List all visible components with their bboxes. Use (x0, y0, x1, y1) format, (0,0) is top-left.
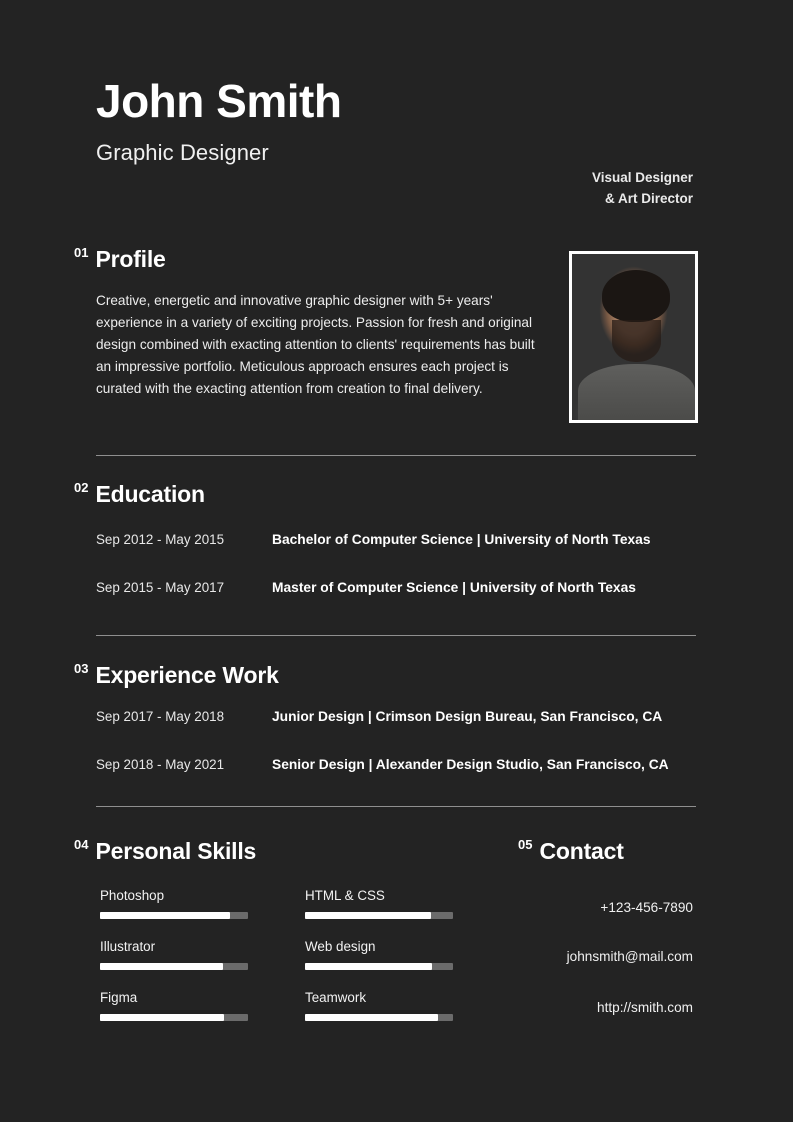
skill-bar-track (100, 963, 248, 970)
skill-bar-fill (305, 1014, 438, 1021)
skill-bar-track (100, 912, 248, 919)
section-title: Experience Work (95, 662, 279, 688)
section-header-profile (74, 246, 166, 273)
skill-label: Web design (305, 939, 376, 954)
portrait-photo (572, 254, 695, 420)
portrait-beard (612, 320, 661, 362)
skill-item (305, 990, 453, 1021)
skill-item (100, 888, 248, 919)
skill-bar-track (100, 1014, 248, 1021)
skill-item (305, 939, 453, 970)
section-number: 05 (518, 837, 533, 852)
skill-item (100, 939, 248, 970)
skill-label: Illustrator (100, 939, 156, 954)
section-number: 01 (74, 245, 89, 260)
education-desc: Bachelor of Computer Science | University of North Texas (272, 532, 651, 547)
avatar (569, 251, 698, 423)
tagline-line-2: & Art Director (604, 190, 693, 206)
contact-phone[interactable]: +123-456-7890 (600, 900, 693, 915)
skill-bar-fill (305, 912, 431, 919)
section-title: Profile (95, 246, 166, 272)
portrait-hair (602, 270, 670, 322)
education-row (96, 532, 651, 547)
education-date: Sep 2015 - May 2017 (96, 580, 225, 595)
skill-bar-track (305, 912, 453, 919)
contact-website[interactable]: http://smith.com (597, 1000, 693, 1015)
divider-2 (96, 635, 696, 636)
experience-date: Sep 2017 - May 2018 (96, 709, 225, 724)
skill-bar-track (305, 963, 453, 970)
header (96, 75, 696, 166)
education-date: Sep 2012 - May 2015 (96, 532, 225, 547)
portrait-shoulders (578, 364, 695, 420)
divider-1 (96, 455, 696, 456)
experience-desc: Senior Design | Alexander Design Studio, San Francisco, CA (272, 757, 669, 772)
divider-3 (96, 806, 696, 807)
education-desc: Master of Computer Science | University of North Texas (272, 580, 636, 595)
section-title: Contact (539, 838, 624, 864)
skill-bar-fill (100, 963, 223, 970)
skill-bar-fill (305, 963, 432, 970)
experience-date: Sep 2018 - May 2021 (96, 757, 225, 772)
section-number: 02 (74, 480, 89, 495)
section-header-skills (74, 838, 256, 865)
section-header-contact (518, 838, 624, 865)
section-header-education (74, 481, 205, 508)
page-title: John Smith (96, 75, 342, 127)
skill-label: Teamwork (305, 990, 367, 1005)
profile-text: Creative, energetic and innovative graphic designer with 5+ years' experience in a variety of exciting projects. Passion for fresh and original design combined with exacting attention to clients' requirements has built an impressive portfolio. Meticulous approach ensures each project is curated with the exacting attention from creation to final delivery. (96, 293, 535, 397)
experience-row (96, 757, 669, 772)
skill-bar-fill (100, 912, 230, 919)
skill-item (305, 888, 453, 919)
skill-label: HTML & CSS (305, 888, 385, 903)
skill-label: Photoshop (100, 888, 165, 903)
job-title: Graphic Designer (96, 140, 269, 165)
skill-item (100, 990, 248, 1021)
experience-desc: Junior Design | Crimson Design Bureau, San Francisco, CA (272, 709, 663, 724)
section-title: Personal Skills (95, 838, 257, 864)
experience-row (96, 709, 662, 724)
section-number: 03 (74, 661, 89, 676)
tagline-line-1: Visual Designer (591, 170, 693, 185)
education-row (96, 580, 636, 595)
skill-label: Figma (100, 990, 138, 1005)
skill-bar-track (305, 1014, 453, 1021)
section-number: 04 (74, 837, 89, 852)
section-header-experience (74, 662, 279, 689)
contact-email[interactable]: johnsmith@mail.com (566, 949, 693, 964)
tagline (473, 168, 693, 210)
skill-bar-fill (100, 1014, 224, 1021)
section-title: Education (95, 481, 205, 507)
